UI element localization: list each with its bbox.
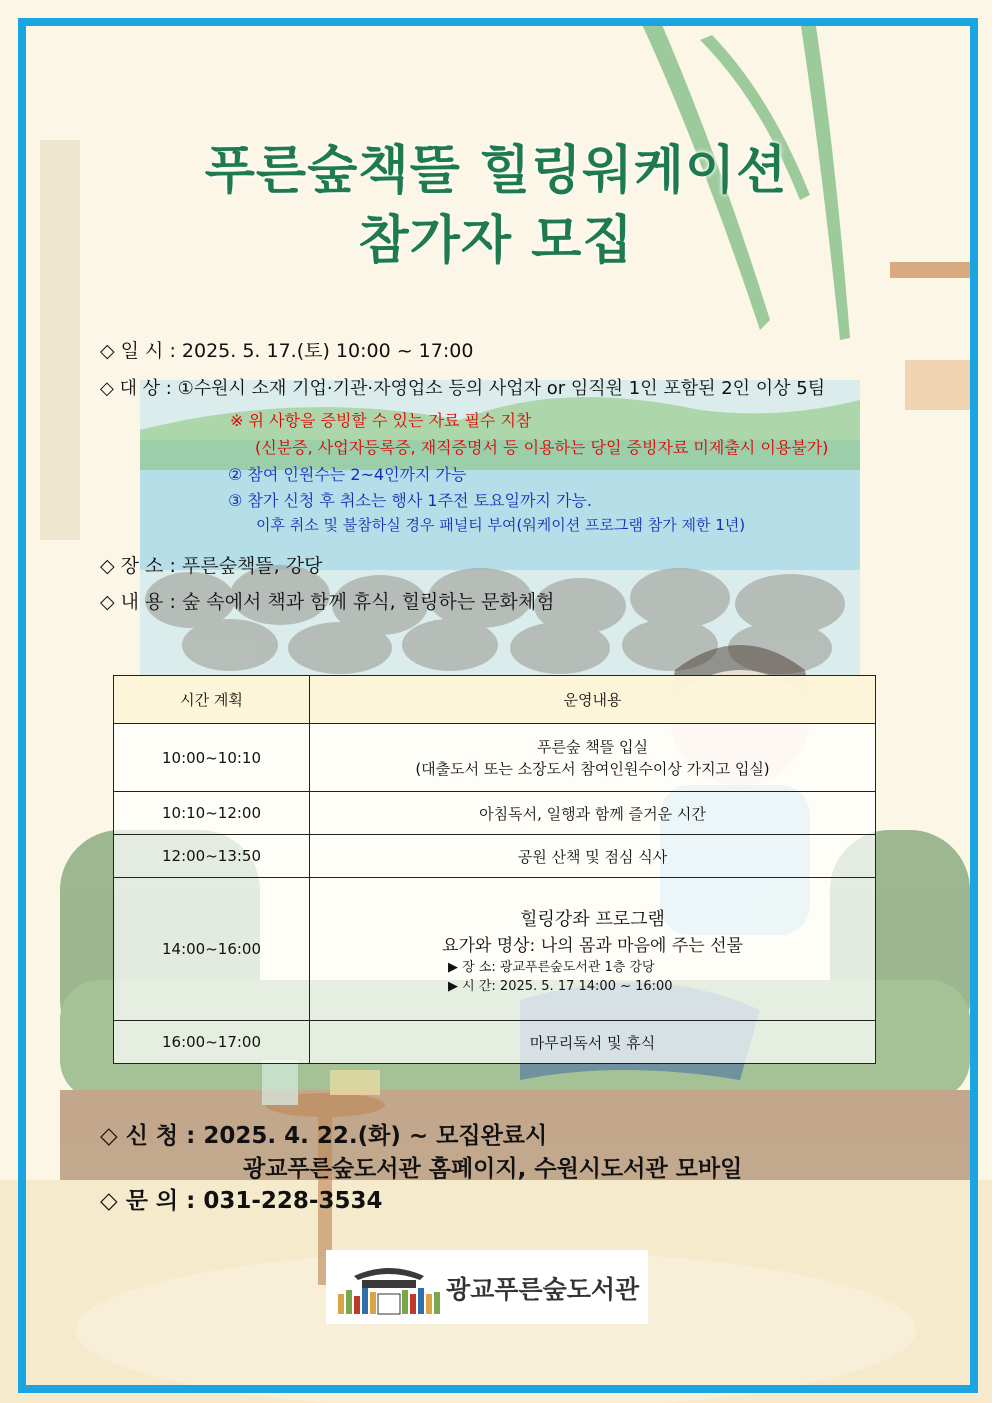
row-content: 마무리독서 및 휴식 [310,1021,876,1064]
library-logo-text: 광교푸른숲도서관 [446,1275,640,1304]
row-content-line1: 푸른숲 책뜰 입실 [537,737,648,756]
schedule-table [113,675,876,1064]
row-content: 아침독서, 일행과 함께 즐거운 시간 [310,792,876,835]
target-note-2: (신분증, 사업자등록증, 재직증명서 등 이용하는 당일 증빙자료 미제출시 이용불가) [255,438,829,457]
table-row [114,724,876,792]
header-content: 운영내용 [310,676,876,724]
target-label: ◇ 대 상 : [100,378,172,399]
row-time: 10:00~10:10 [114,724,310,792]
row-content-line2: (대출도서 또는 소장도서 참여인원수이상 가지고 입실) [415,759,770,778]
table-row [114,792,876,835]
contact-label: ◇ 문 의 : [100,1188,196,1214]
date-value: 2025. 5. 17.(토) 10:00 ~ 17:00 [181,340,474,362]
poster-title-line2: 참가자 모집 [358,211,634,271]
place-value: 푸른숲책뜰, 강당 [181,555,323,577]
row-content [310,878,876,1021]
header-time: 시간 계획 [114,676,310,724]
place-label: ◇ 장 소 : [100,555,176,577]
row-content [310,724,876,792]
target-note-5: 이후 취소 및 불참하실 경우 패널티 부여(워케이션 프로그램 참가 제한 1년) [256,516,746,534]
contact-line [100,1182,383,1215]
content-label: ◇ 내 용 : [100,591,176,613]
library-logo-icon [334,1258,444,1318]
program-time: ▶ 시 간: 2025. 5. 17 14:00 ~ 16:00 [448,978,673,994]
program-title: 힐링강좌 프로그램 [520,908,665,930]
schedule-header-row [114,676,876,724]
apply-line [100,1117,547,1150]
table-row [114,878,876,1021]
target-value: ①수원시 소재 기업·기관·자영업소 등의 사업자 or 임직원 1인 포함된 2인 이상 5팀 [177,378,826,399]
program-subtitle: 요가와 명상: 나의 몸과 마음에 주는 선물 [442,935,743,956]
program-place: ▶ 장 소: 광교푸른숲도서관 1층 강당 [448,959,655,975]
target-note-4: ③ 참가 신청 후 취소는 행사 1주전 토요일까지 가능. [228,491,592,510]
info-content [100,587,555,614]
table-row [114,1021,876,1064]
apply-label: ◇ 신 청 : [100,1123,196,1149]
info-date [100,336,473,363]
row-content: 공원 산책 및 점심 식사 [310,835,876,878]
target-note-1: ※ 위 사항을 증빙할 수 있는 자료 필수 지참 [230,411,532,430]
row-time: 16:00~17:00 [114,1021,310,1064]
table-row [114,835,876,878]
row-time: 12:00~13:50 [114,835,310,878]
target-note-3: ② 참여 인원수는 2~4인까지 가능 [228,465,467,484]
content-value: 숲 속에서 책과 함께 휴식, 힐링하는 문화체험 [181,591,555,613]
date-label: ◇ 일 시 : [100,340,176,362]
apply-channels: 광교푸른숲도서관 홈페이지, 수원시도서관 모바일 [243,1156,743,1182]
row-time: 10:10~12:00 [114,792,310,835]
info-place [100,551,322,578]
library-logo [326,1250,648,1324]
row-time: 14:00~16:00 [114,878,310,1021]
info-target [100,374,825,400]
poster-title-line1: 푸른숲책뜰 힐링워케이션 [204,141,788,201]
contact-value: 031-228-3534 [203,1188,383,1214]
apply-value: 2025. 4. 22.(화) ~ 모집완료시 [203,1123,548,1149]
